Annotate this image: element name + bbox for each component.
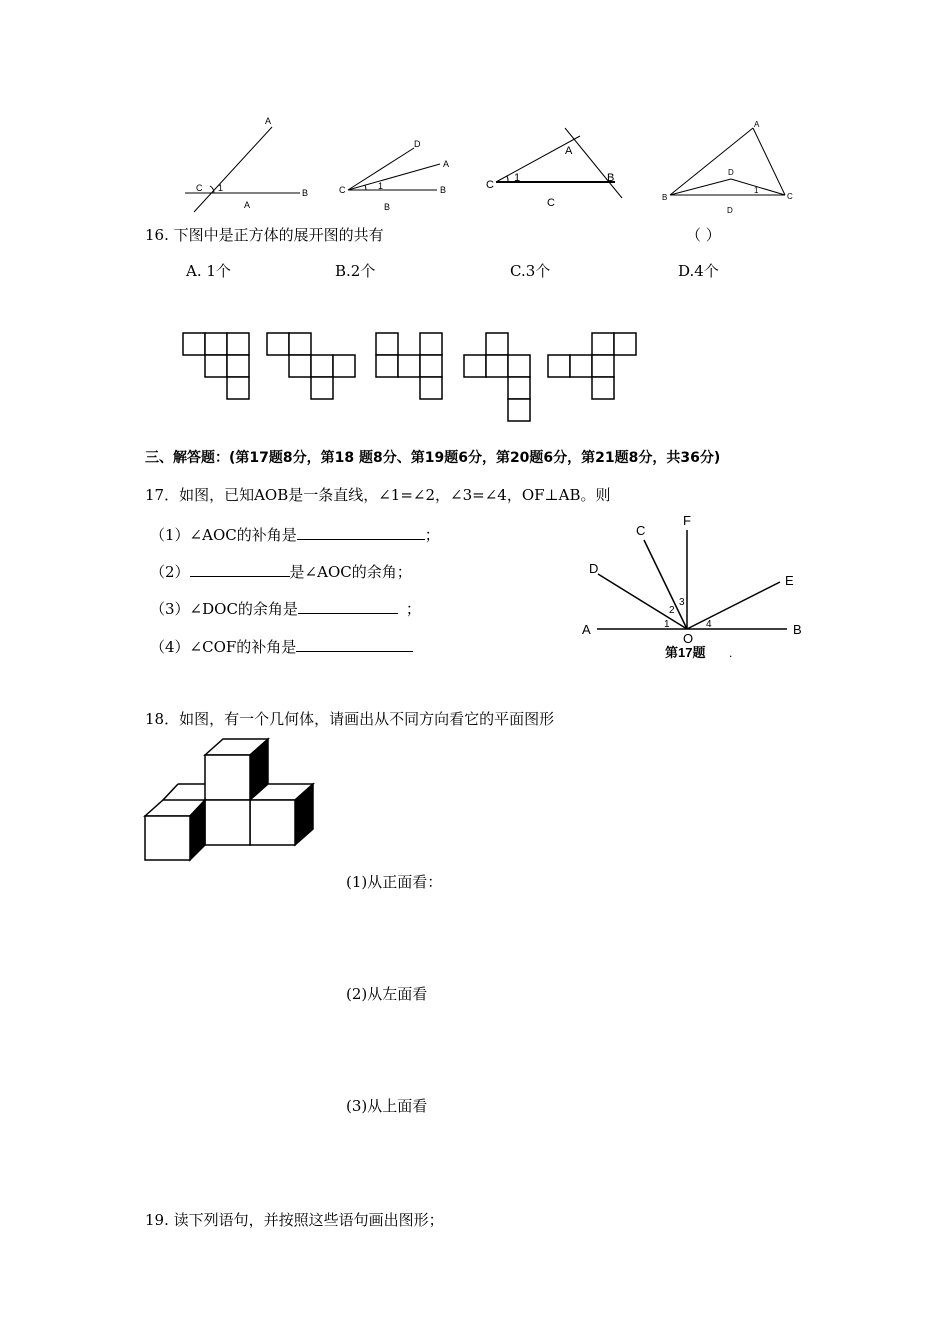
- q17-item-2-post: 是∠AOC的余角；: [289, 563, 412, 581]
- fig15a-label-a-bottom: A: [244, 200, 251, 210]
- cube-nets: [183, 333, 636, 421]
- fig17-label-2: 2: [669, 605, 675, 616]
- q17-stem: 17．如图，已知AOB是一条直线，∠1=∠2，∠3=∠4，OF⊥AB。则: [145, 486, 611, 504]
- fig15d-label-1: 1: [754, 186, 759, 195]
- q16-stem: 16. 下图中是正方体的展开图的共有: [145, 226, 384, 244]
- q16-option-c: C.3个: [510, 262, 551, 280]
- fig15a-label-1: 1: [218, 183, 224, 193]
- q17-item-2: [150, 562, 412, 581]
- fig17-label-3: 3: [679, 597, 685, 608]
- q17-item-1-blank[interactable]: [297, 525, 425, 540]
- fig15b-label-b-bottom: B: [384, 202, 391, 212]
- q19-stem: 19. 读下列语句，并按照这些语句画出图形；: [145, 1211, 444, 1229]
- figure-15b: [348, 148, 440, 190]
- fig17-label-o: O: [683, 631, 694, 646]
- fig17-dot: .: [729, 646, 733, 660]
- fig17-label-a: A: [582, 622, 591, 637]
- q17-item-4-pre: ∠COF的补角是: [189, 638, 297, 656]
- fig15a-label-c: C: [196, 183, 203, 193]
- fig15c-label-b: B: [607, 172, 615, 184]
- cube-net-5: [548, 333, 636, 399]
- fig15b-label-d: D: [414, 139, 421, 149]
- q17-item-3-post: ；: [405, 600, 421, 618]
- fig15c-label-1: 1: [514, 172, 521, 184]
- cube-net-4: [464, 333, 530, 421]
- fig15d-label-d: D: [728, 168, 734, 177]
- cube-net-2: [267, 333, 355, 399]
- fig15d-label-c: C: [787, 192, 793, 201]
- fig17-label-f: F: [683, 513, 691, 528]
- q16-option-d: D.4个: [678, 262, 719, 280]
- figure-15d: [670, 128, 785, 195]
- fig15a-label-b: B: [302, 188, 309, 198]
- q18-view-left: (2)从左面看: [346, 985, 428, 1003]
- fig15b-label-a: A: [443, 159, 450, 169]
- fig17-label-e: E: [785, 573, 794, 588]
- fig15b-label-c: C: [339, 185, 346, 195]
- fig15d-label-d-bottom: D: [727, 206, 733, 215]
- q17-item-4: [150, 637, 413, 656]
- q17-item-3-blank[interactable]: [298, 599, 398, 614]
- q18-view-top: (3)从上面看: [346, 1097, 428, 1115]
- q17-item-1-pre: ∠AOC的补角是: [189, 526, 297, 544]
- fig15d-label-b: B: [662, 193, 668, 202]
- q18-stem: 18．如图，有一个几何体，请画出从不同方向看它的平面图形: [145, 710, 555, 728]
- figure-17: [597, 530, 787, 629]
- q17-item-2-blank[interactable]: [190, 562, 290, 577]
- figure-15c: [496, 128, 622, 198]
- q17-item-3-num: （3）: [150, 600, 190, 618]
- fig15a-label-a-top: A: [265, 116, 272, 126]
- figure-18-solid: [145, 739, 313, 860]
- fig17-caption: 第17题: [665, 645, 706, 660]
- section-3-title: 三、解答题：(第17题8分，第18 题8分、第19题6分，第20题6分，第21题8分，共36分): [145, 450, 721, 466]
- cube-net-3: [376, 333, 442, 399]
- fig17-label-4: 4: [706, 619, 712, 630]
- q17-item-1: [150, 525, 440, 544]
- q17-item-4-num: （4）: [150, 638, 190, 656]
- q16-answer-paren: （ ）: [686, 226, 721, 244]
- q17-item-1-post: ；: [424, 526, 440, 544]
- fig17-label-1: 1: [664, 619, 670, 630]
- figure-15a: [185, 127, 300, 212]
- q17-item-3-pre: ∠DOC的余角是: [189, 600, 298, 618]
- fig15b-label-b-right: B: [440, 185, 447, 195]
- q17-item-4-blank[interactable]: [296, 637, 413, 652]
- fig15c-label-c: C: [486, 179, 494, 191]
- fig15c-label-a: A: [565, 145, 573, 157]
- q17-item-3: [150, 599, 421, 618]
- q17-item-2-num: （2）: [150, 563, 190, 581]
- fig17-label-b: B: [793, 622, 802, 637]
- fig15b-label-1: 1: [378, 181, 384, 191]
- fig15d-label-a: A: [754, 120, 760, 129]
- fig15c-label-c-bottom: C: [547, 197, 555, 209]
- fig17-label-d: D: [589, 561, 599, 576]
- q16-option-b: B.2个: [335, 262, 376, 280]
- fig17-label-c: C: [636, 523, 646, 538]
- q17-item-1-num: （1）: [150, 526, 190, 544]
- q16-option-a: A. 1个: [186, 262, 231, 280]
- q18-view-front: (1)从正面看：: [346, 873, 443, 891]
- cube-net-1: [183, 333, 249, 399]
